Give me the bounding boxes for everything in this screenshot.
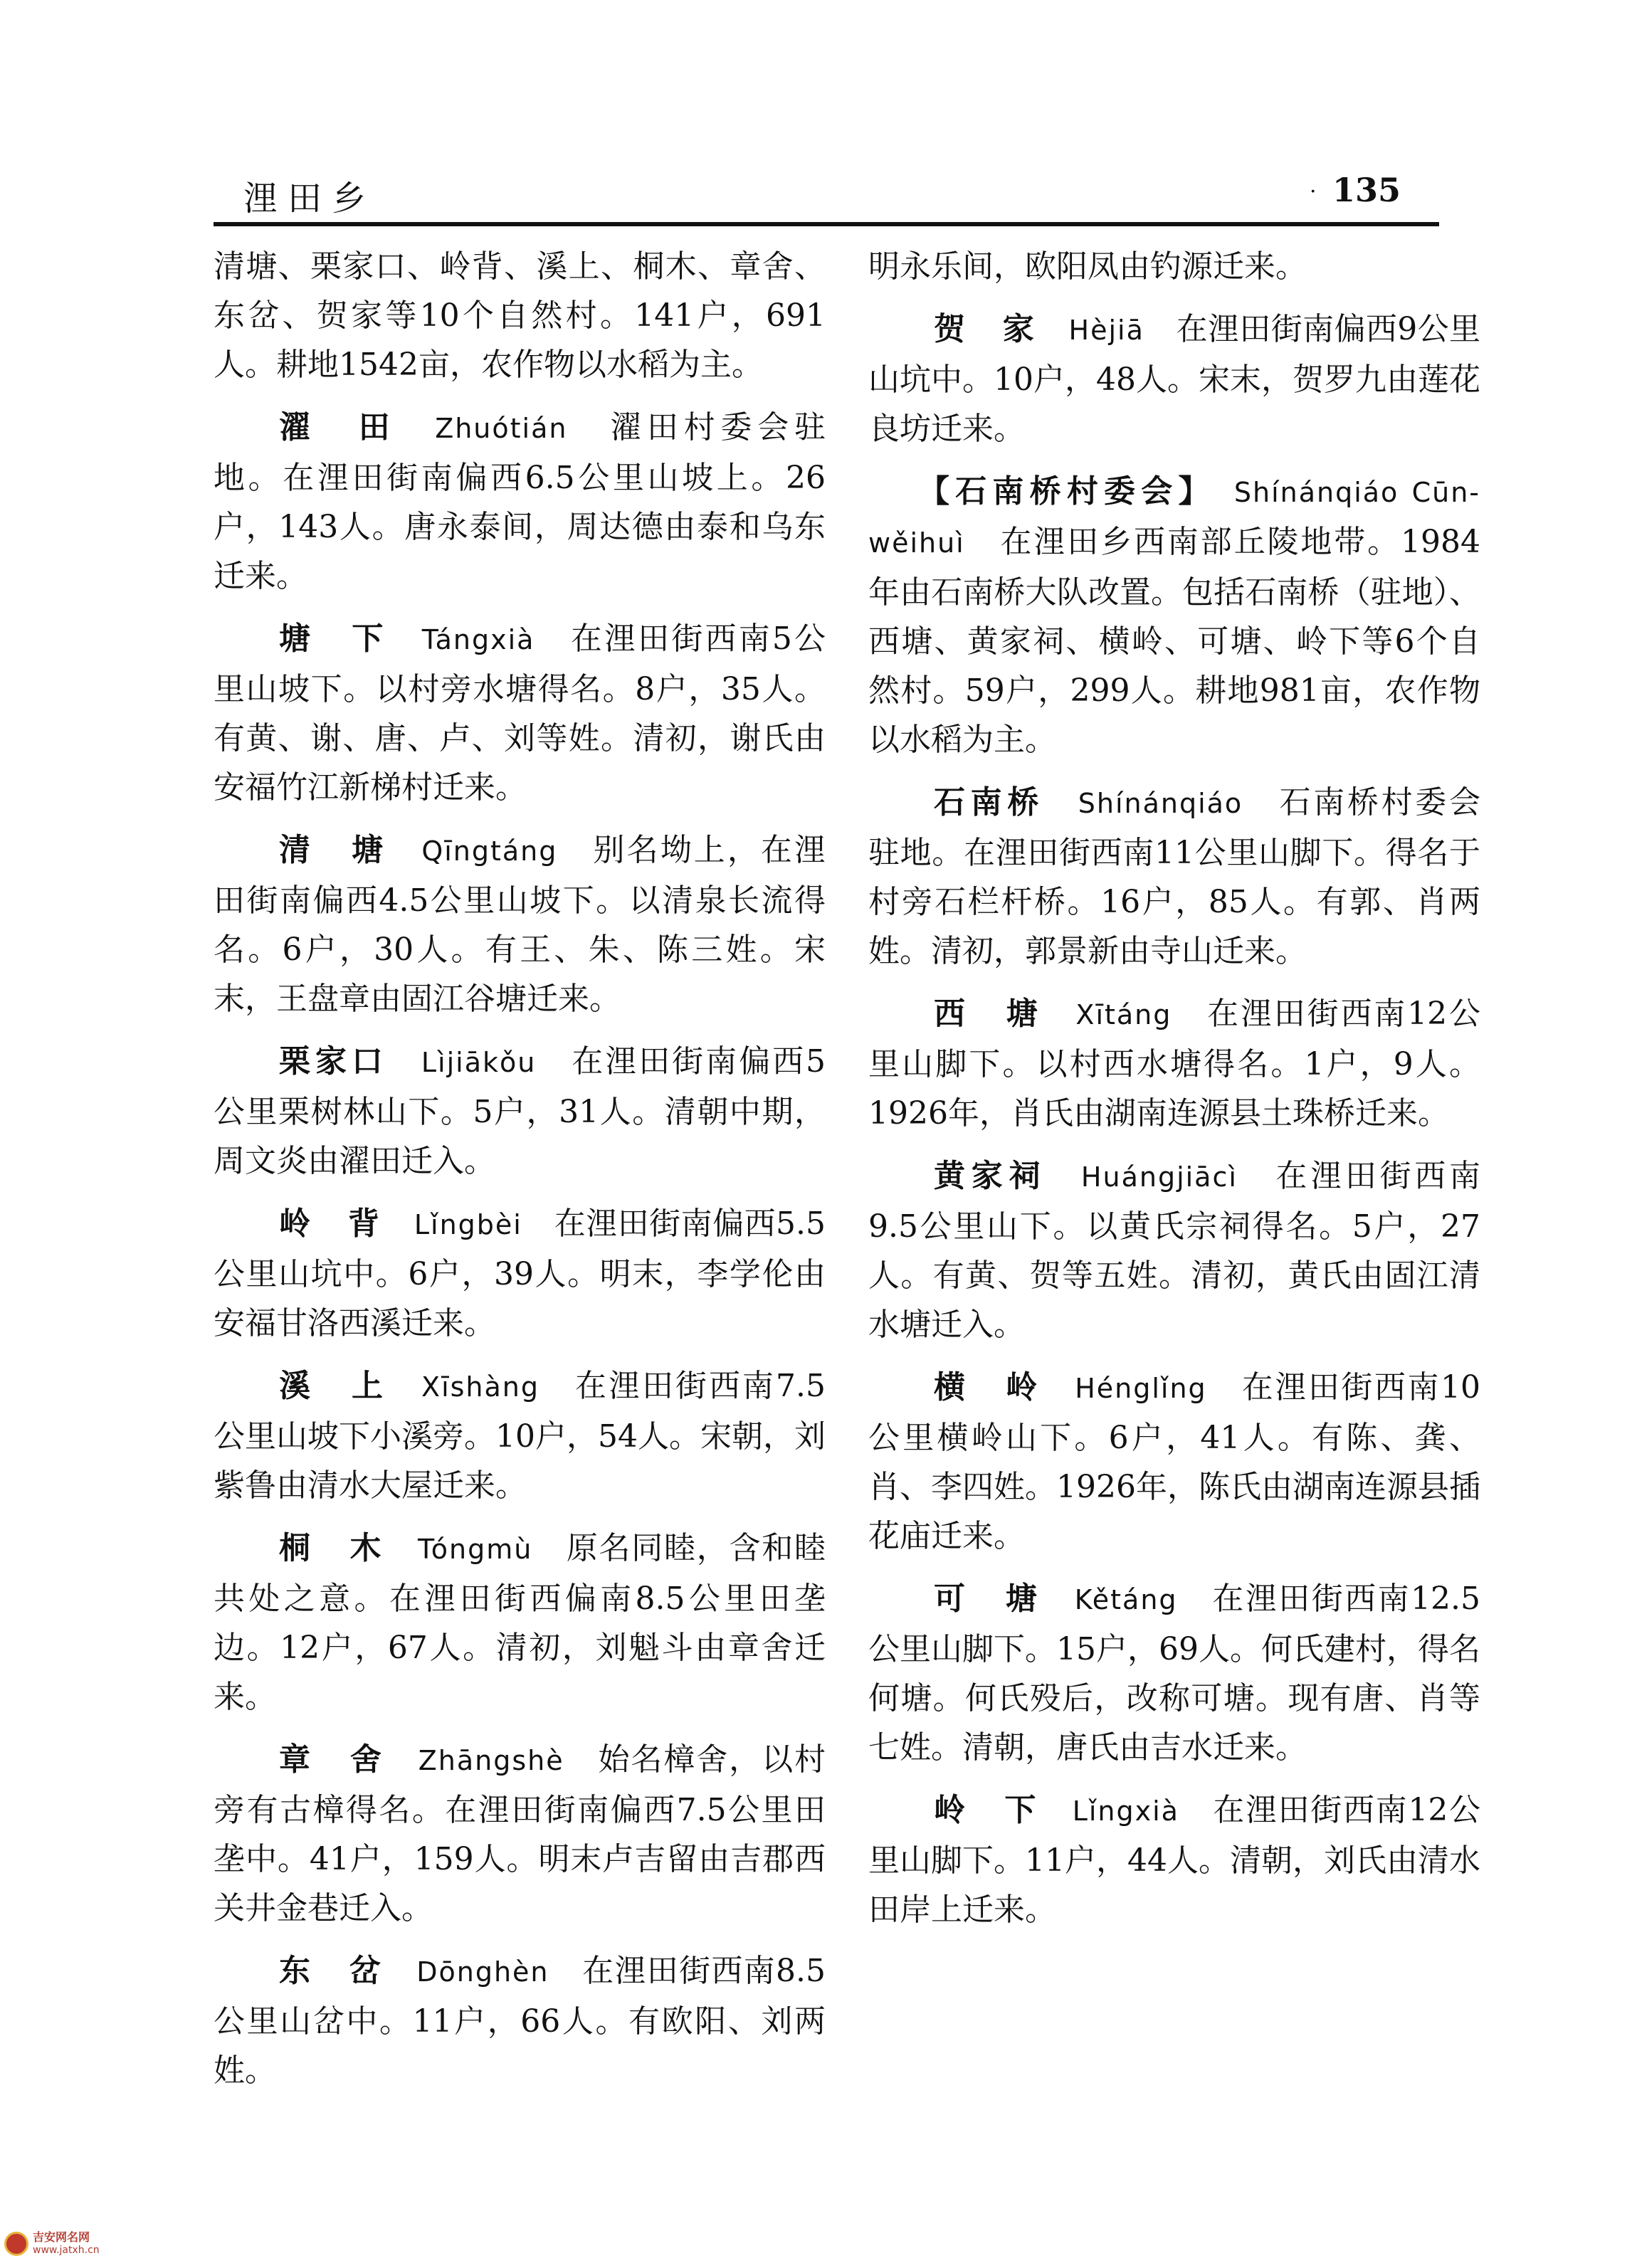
header-rule [214, 222, 1439, 226]
gazetteer-entry [214, 1735, 826, 1933]
entry-pinyin: Zhāngshè [418, 1745, 564, 1776]
entry-pinyin: Hénglǐng [1075, 1373, 1207, 1404]
entry-description: 在浬田街西南5公里山坡下。以村旁水塘得名。8户，35人。有黄、谢、唐、卢、刘等姓。清初，谢氏由安福竹江新梯村迁来。 [214, 621, 826, 806]
left-column [214, 242, 826, 2109]
entry-place-name: 横 岭 [934, 1369, 1042, 1405]
watermark-name: 吉安网名网 [33, 2230, 90, 2244]
right-column [868, 242, 1480, 1948]
entry-place-name: 黄家祠 [934, 1158, 1047, 1194]
gazetteer-entry [214, 1361, 826, 1510]
entry-place-name: 溪 上 [279, 1368, 389, 1404]
left-entry-list [214, 403, 826, 2095]
entry-place-name: 岭 背 [279, 1206, 383, 1242]
entry-description: 在浬田街南偏西5.5公里山坑中。6户，39人。明末，李学伦由安福甘洛西溪迁来。 [214, 1206, 826, 1341]
entry-pinyin: Dōnghèn [416, 1956, 549, 1988]
entry-pinyin: Lìjiākǒu [421, 1047, 537, 1078]
gazetteer-entry [214, 826, 826, 1023]
entry-pinyin: Qīngtáng [421, 835, 558, 867]
entry-pinyin: Shínánqiáo [1078, 788, 1243, 819]
entry-place-name: 可 塘 [934, 1581, 1042, 1617]
entry-description: 始名樟舍，以村旁有古樟得名。在浬田街南偏西7.5公里田垄中。41户，159人。明末卢吉留由吉郡西关井金巷迁入。 [214, 1741, 826, 1926]
entry-pinyin: Hèjiā [1068, 315, 1144, 346]
gazetteer-entry [868, 778, 1480, 976]
entry-description: 在浬田街西南8.5公里山岔中。11户，66人。有欧阳、刘两姓。 [214, 1953, 826, 2089]
entry-place-name: 塘 下 [279, 621, 389, 657]
left-intro: 清塘、栗家口、岭背、溪上、桐木、章舍、东岔、贺家等10个自然村。141户，691人。耕地1542亩，农作物以水稻为主。 [214, 248, 826, 383]
entry-pinyin: Zhuótián [435, 413, 568, 444]
entry-place-name: 栗家口 [279, 1043, 388, 1080]
gazetteer-entry [868, 1363, 1480, 1561]
gazetteer-entry [868, 1574, 1480, 1772]
right-continuation: 明永乐间，欧阳凤由钓源迁来。 [868, 248, 1307, 285]
entry-pinyin: Huángjiācì [1080, 1161, 1238, 1193]
entry-pinyin: Lǐngxià [1072, 1795, 1179, 1827]
entry-place-name: 清 塘 [279, 832, 389, 868]
entry-description: 石南桥村委会驻地。在浬田街西南11公里山脚下。得名于村旁石栏杆桥。16户，85人。有郭、肖两姓。清初，郭景新由寺山迁来。 [868, 784, 1480, 969]
gazetteer-entry [868, 989, 1480, 1138]
entry-pinyin: Tángxià [421, 624, 535, 655]
entry-description: 在浬田街西南12.5公里山脚下。15户，69人。何氏建村，得名何塘。何氏殁后，改称可塘。现有唐、肖等七姓。清朝，唐氏由吉水迁来。 [868, 1581, 1481, 1766]
entry-place-name: 濯 田 [279, 409, 399, 445]
right-entry-list [868, 305, 1480, 1934]
entry-pinyin: Xītáng [1075, 999, 1172, 1030]
entry-description: 在浬田乡西南部丘陵地带。1984年由石南桥大队改置。包括石南桥（驻地）、西塘、黄家祠、横岭、可塘、岭下等6个自然村。59户，299人。耕地981亩，农作物以水稻为主。 [868, 524, 1481, 758]
gazetteer-entry [868, 467, 1480, 764]
entry-place-name: 贺 家 [934, 311, 1038, 347]
gazetteer-entry [868, 1151, 1480, 1349]
entry-description: 在浬田街西南12公里山脚下。以村西水塘得名。1户，9人。1926年，肖氏由湖南连源县土珠桥迁来。 [868, 996, 1481, 1132]
entry-place-name: 桐 木 [279, 1530, 386, 1566]
entry-description: 濯田村委会驻地。在浬田街南偏西6.5公里山坡上。26户，143人。唐永泰间，周达德由泰和乌东迁来。 [214, 409, 826, 594]
entry-description: 在浬田街南偏西9公里山坑中。10户，48人。宋末，贺罗九由莲花良坊迁来。 [868, 311, 1481, 447]
entry-place-name: 石南桥 [934, 784, 1045, 821]
entry-description: 在浬田街西南9.5公里山下。以黄氏宗祠得名。5户，27人。有黄、贺等五姓。清初，黄氏由固江清水塘迁入。 [868, 1158, 1481, 1343]
entry-place-name: 岭 下 [934, 1792, 1041, 1828]
entry-place-name: 西 塘 [934, 996, 1043, 1032]
gazetteer-entry [214, 1037, 826, 1186]
entry-pinyin: Shínánqiáo Cūn-wěihuì [868, 477, 1481, 559]
gazetteer-entry [214, 403, 826, 601]
gazetteer-entry [868, 305, 1480, 453]
gazetteer-entry [214, 614, 826, 812]
entry-place-name: 【石南桥村委会】 [918, 473, 1200, 510]
section-title: 浬田乡 [243, 179, 377, 218]
entry-description: 别名坳上，在浬田街南偏西4.5公里山坡下。以清泉长流得名。6户，30人。有王、朱、陈三姓。宋末，王盘章由固江谷塘迁来。 [214, 832, 826, 1017]
entry-description: 在浬田街南偏西5公里栗树林山下。5户，31人。清朝中期，周文炎由濯田迁入。 [214, 1043, 826, 1179]
page-number: 135 [1332, 171, 1401, 209]
header-dot: · [1310, 179, 1317, 204]
entry-description: 原名同睦，含和睦共处之意。在浬田街西偏南8.5公里田垄边。12户，67人。清初，刘魁斗由章舍迁来。 [214, 1530, 826, 1715]
entry-place-name: 章 舍 [279, 1741, 386, 1778]
gazetteer-entry [214, 1524, 826, 1721]
site-watermark [4, 2226, 100, 2262]
entry-description: 在浬田街西南10公里横岭山下。6户，41人。有陈、龚、肖、李四姓。1926年，陈氏由湖南连源县插花庙迁来。 [868, 1369, 1481, 1554]
entry-pinyin: Xīshàng [421, 1371, 539, 1403]
entry-place-name: 东 岔 [279, 1953, 384, 1989]
entry-description: 在浬田街西南12公里山脚下。11户，44人。清朝，刘氏由清水田岸上迁来。 [868, 1792, 1480, 1928]
entry-pinyin: Tóngmù [418, 1534, 533, 1565]
entry-pinyin: Kětáng [1074, 1584, 1178, 1615]
entry-description: 在浬田街西南7.5公里山坡下小溪旁。10户，54人。宋朝，刘紫鲁由清水大屋迁来。 [214, 1368, 826, 1504]
watermark-url: www.jatxh.cn [33, 2245, 100, 2256]
gazetteer-entry [868, 1786, 1480, 1934]
gazetteer-entry [214, 1199, 826, 1348]
watermark-logo-icon [4, 2232, 28, 2256]
gazetteer-entry [214, 1946, 826, 2095]
entry-pinyin: Lǐngbèi [414, 1209, 522, 1240]
